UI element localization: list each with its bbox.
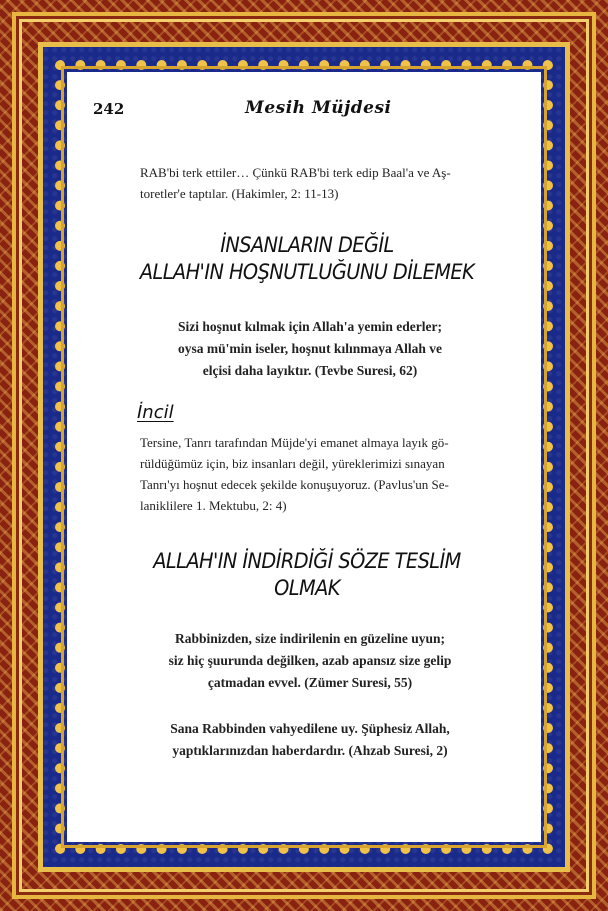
incil-subheading: İncil	[137, 402, 174, 423]
running-title: Mesih Müjdesi	[245, 98, 392, 118]
intro-paragraph	[140, 162, 512, 204]
verse-line: yaptıklarınızdan haberdardır. (Ahzab Suresi, 2)	[172, 743, 448, 758]
verse-line: siz hiç şuurunda değilken, azab apansız size gelip	[168, 653, 452, 668]
section2-title	[123, 548, 491, 602]
page-content	[67, 72, 541, 842]
incil-line: laniklilere 1. Mektubu, 2: 4)	[140, 498, 287, 513]
page-number: 242	[93, 100, 125, 118]
incil-line: Tersine, Tanrı tarafından Müjde'yi emanet almaya layık gö-	[140, 435, 449, 450]
verse-line: çatmadan evvel. (Zümer Suresi, 55)	[207, 675, 413, 690]
section2-title-line: OLMAK	[274, 576, 340, 600]
intro-line: toretler'e taptılar. (Hakimler, 2: 11-13)	[140, 186, 339, 201]
section1-title	[123, 232, 491, 286]
intro-line: RAB'bi terk ettiler… Çünkü RAB'bi terk edip Baal'a ve Aş-	[140, 165, 451, 180]
section1-title-line: ALLAH'IN HOŞNUTLUĞUNU DİLEMEK	[139, 260, 475, 284]
section1-title-line: İNSANLARIN DEĞİL	[220, 233, 394, 257]
section1-verse	[127, 316, 493, 382]
verse-line: oysa mü'min iseler, hoşnut kılınmaya Allah ve	[178, 341, 442, 356]
verse-line: Sizi hoşnut kılmak için Allah'a yemin ederler;	[177, 319, 442, 334]
verse-line: elçisi daha layıktır. (Tevbe Suresi, 62)	[202, 363, 418, 378]
section2-verse-zumer	[127, 628, 493, 694]
incil-line: Tanrı'yı hoşnut edecek şekilde konuşuyoruz. (Pavlus'un Se-	[140, 477, 449, 492]
section2-title-line: ALLAH'IN İNDİRDİĞİ SÖZE TESLİM	[153, 549, 461, 573]
incil-paragraph	[140, 432, 512, 516]
verse-line: Sana Rabbinden vahyedilene uy. Şüphesiz Allah,	[170, 721, 450, 736]
section2-verse-ahzab	[127, 718, 493, 762]
verse-line: Rabbinizden, size indirilenin en güzeline uyun;	[174, 631, 446, 646]
page-sheet	[67, 72, 541, 842]
incil-line: rüldüğümüz için, biz insanları değil, yüreklerimizi sınayan	[140, 456, 445, 471]
